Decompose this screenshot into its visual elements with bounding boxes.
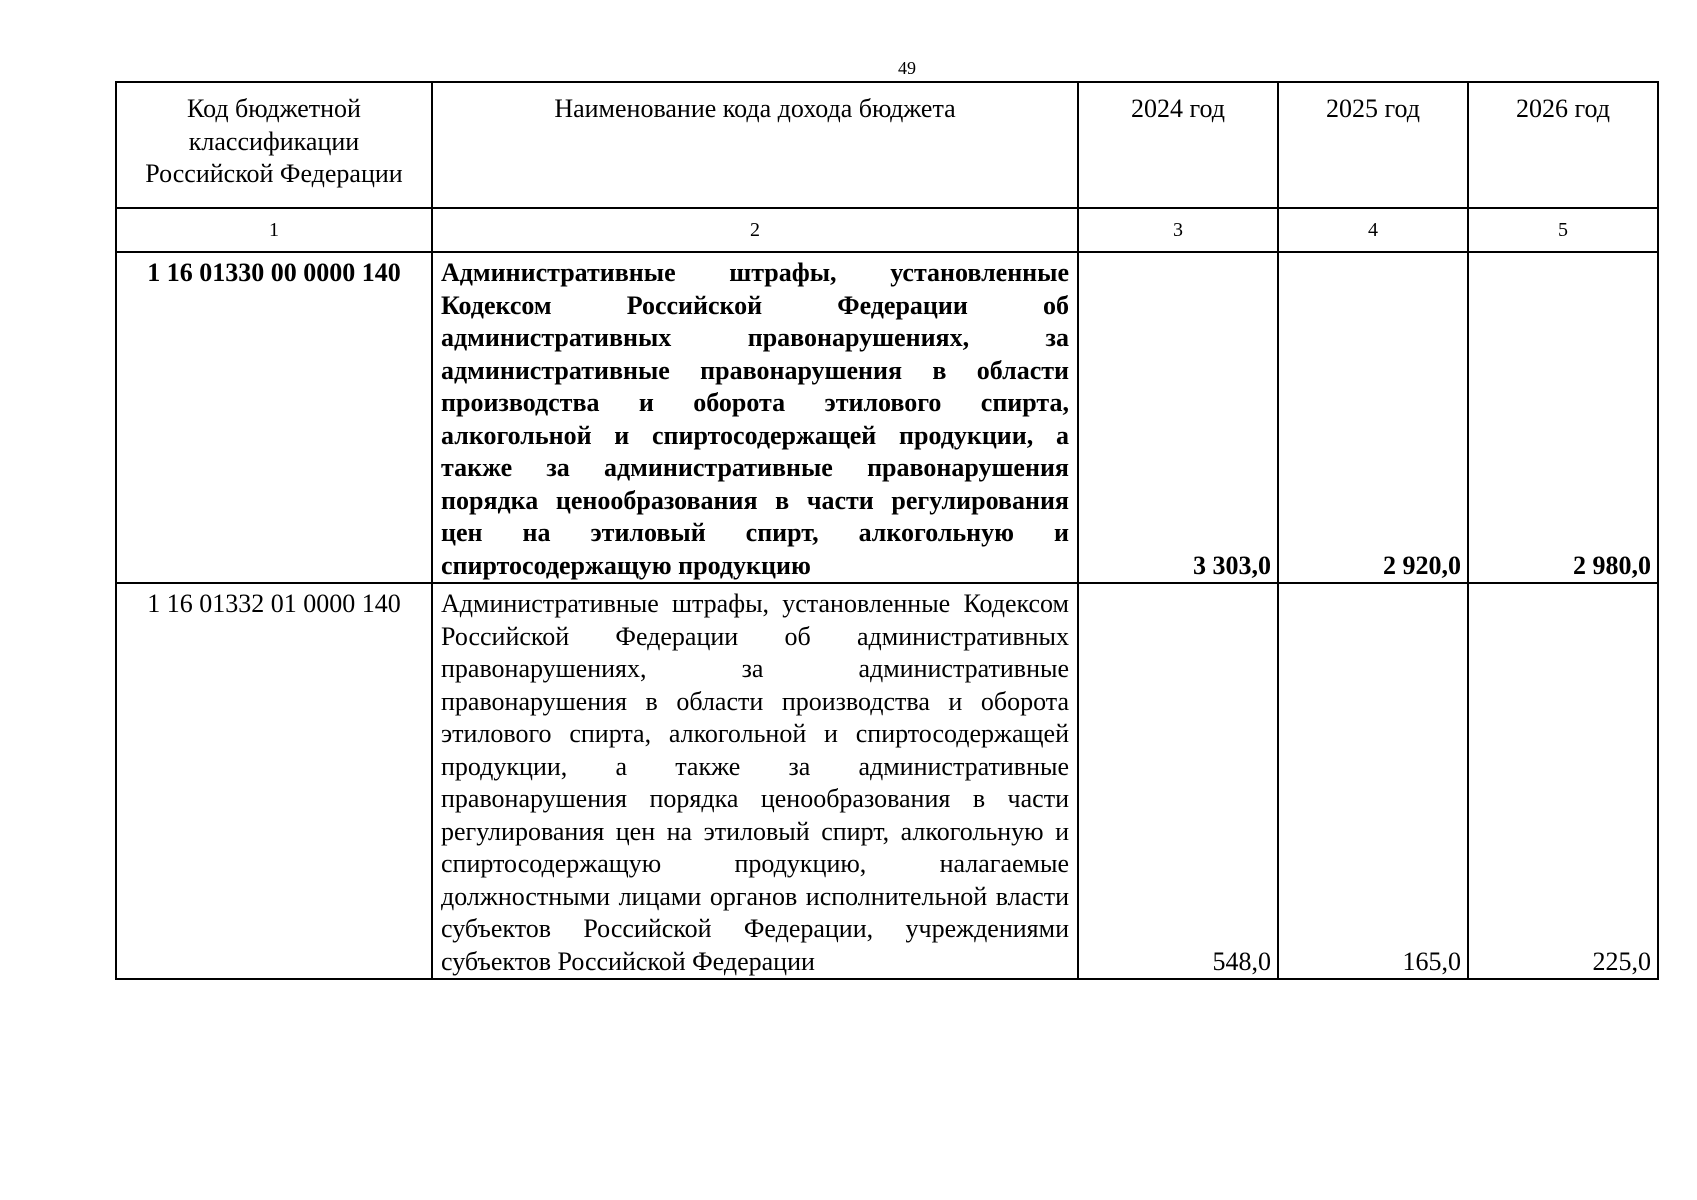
page-number: 49 bbox=[898, 58, 916, 78]
row-value-2026: 225,0 bbox=[1468, 583, 1658, 979]
column-number: 3 bbox=[1078, 208, 1278, 252]
row-name: Административные штрафы, установленные Кодексом Российской Федерации об административных правонарушениях, за административные правонарушения в области производства и оборота этилового спирта, алкогольной и спиртосодержащей продукции, а также за административные правонарушения порядка ценообразования в части регулирования цен на этиловый спирт, алкогольную и спиртосодержащую продукцию bbox=[432, 252, 1078, 583]
column-number: 1 bbox=[116, 208, 432, 252]
column-number: 5 bbox=[1468, 208, 1658, 252]
table-row bbox=[116, 252, 1658, 583]
header-2026: 2026 год bbox=[1468, 82, 1658, 208]
header-name: Наименование кода дохода бюджета bbox=[432, 82, 1078, 208]
column-number: 2 bbox=[432, 208, 1078, 252]
table-row bbox=[116, 583, 1658, 979]
header-2024: 2024 год bbox=[1078, 82, 1278, 208]
budget-revenue-table bbox=[115, 81, 1659, 980]
row-value-2026: 2 980,0 bbox=[1468, 252, 1658, 583]
table-header-row bbox=[116, 82, 1658, 208]
header-2025: 2025 год bbox=[1278, 82, 1468, 208]
row-value-2024: 3 303,0 bbox=[1078, 252, 1278, 583]
column-number: 4 bbox=[1278, 208, 1468, 252]
header-code: Код бюджетной классификации Российской Федерации bbox=[116, 82, 432, 208]
row-name: Административные штрафы, установленные Кодексом Российской Федерации об административных правонарушениях, за административные правонарушения в области производства и оборота этилового спирта, алкогольной и спиртосодержащей продукции, а также за административные правонарушения порядка ценообразования в части регулирования цен на этиловый спирт, алкогольную и спиртосодержащую продукцию, налагаемые должностными лицами органов исполнительной власти субъектов Российской Федерации, учреждениями субъектов Российской Федерации bbox=[432, 583, 1078, 979]
row-value-2024: 548,0 bbox=[1078, 583, 1278, 979]
row-code: 1 16 01332 01 0000 140 bbox=[116, 583, 432, 979]
column-number-row bbox=[116, 208, 1658, 252]
row-value-2025: 2 920,0 bbox=[1278, 252, 1468, 583]
row-value-2025: 165,0 bbox=[1278, 583, 1468, 979]
row-code: 1 16 01330 00 0000 140 bbox=[116, 252, 432, 583]
